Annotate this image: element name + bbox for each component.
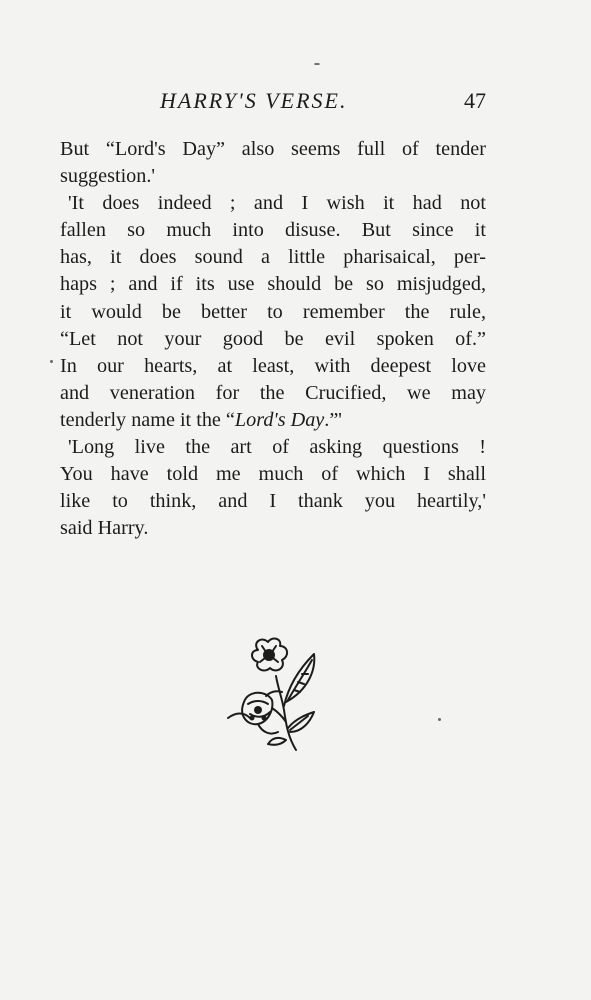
line-text: .”' — [324, 408, 342, 431]
paragraph — [60, 434, 486, 542]
flower-sprig-icon — [218, 632, 328, 757]
running-title: HARRY'S VERSE. — [160, 88, 348, 113]
text-line: like to think, and I thank you heartily,' — [60, 490, 486, 513]
text-line: But “Lord's Day” also seems full of tender — [60, 138, 486, 160]
body-text — [60, 136, 486, 542]
text-line: haps ; and if its use should be so misjudged, — [60, 273, 486, 296]
text-line: In our hearts, at least, with deepest love — [60, 354, 486, 377]
text-line: 'It does indeed ; and I wish it had not — [68, 192, 486, 215]
paper-speck — [314, 63, 320, 65]
text-line — [60, 407, 486, 434]
text-line: “Let not your good be evil spoken of.” — [60, 327, 486, 350]
paper-speck — [438, 718, 441, 721]
line-text: tenderly name it the “ — [60, 408, 235, 431]
text-line: 'Long live the art of asking questions ! — [68, 436, 486, 459]
text-line: suggestion.' — [60, 165, 156, 188]
text-line: You have told me much of which I shall — [60, 463, 486, 486]
text-line: fallen so much into disuse. But since it — [60, 219, 486, 242]
running-head — [60, 86, 486, 118]
page-number: 47 — [464, 88, 486, 113]
paragraph — [60, 190, 486, 434]
text-line: said Harry. — [60, 517, 149, 540]
text-line: it would be better to remember the rule, — [60, 300, 486, 323]
text-line: and veneration for the Crucified, we may — [60, 381, 486, 404]
paper-speck — [50, 360, 53, 363]
text-line: has, it does sound a little pharisaical, per- — [60, 246, 486, 269]
italic-phrase: Lord's Day — [234, 408, 325, 431]
paragraph — [60, 136, 486, 190]
